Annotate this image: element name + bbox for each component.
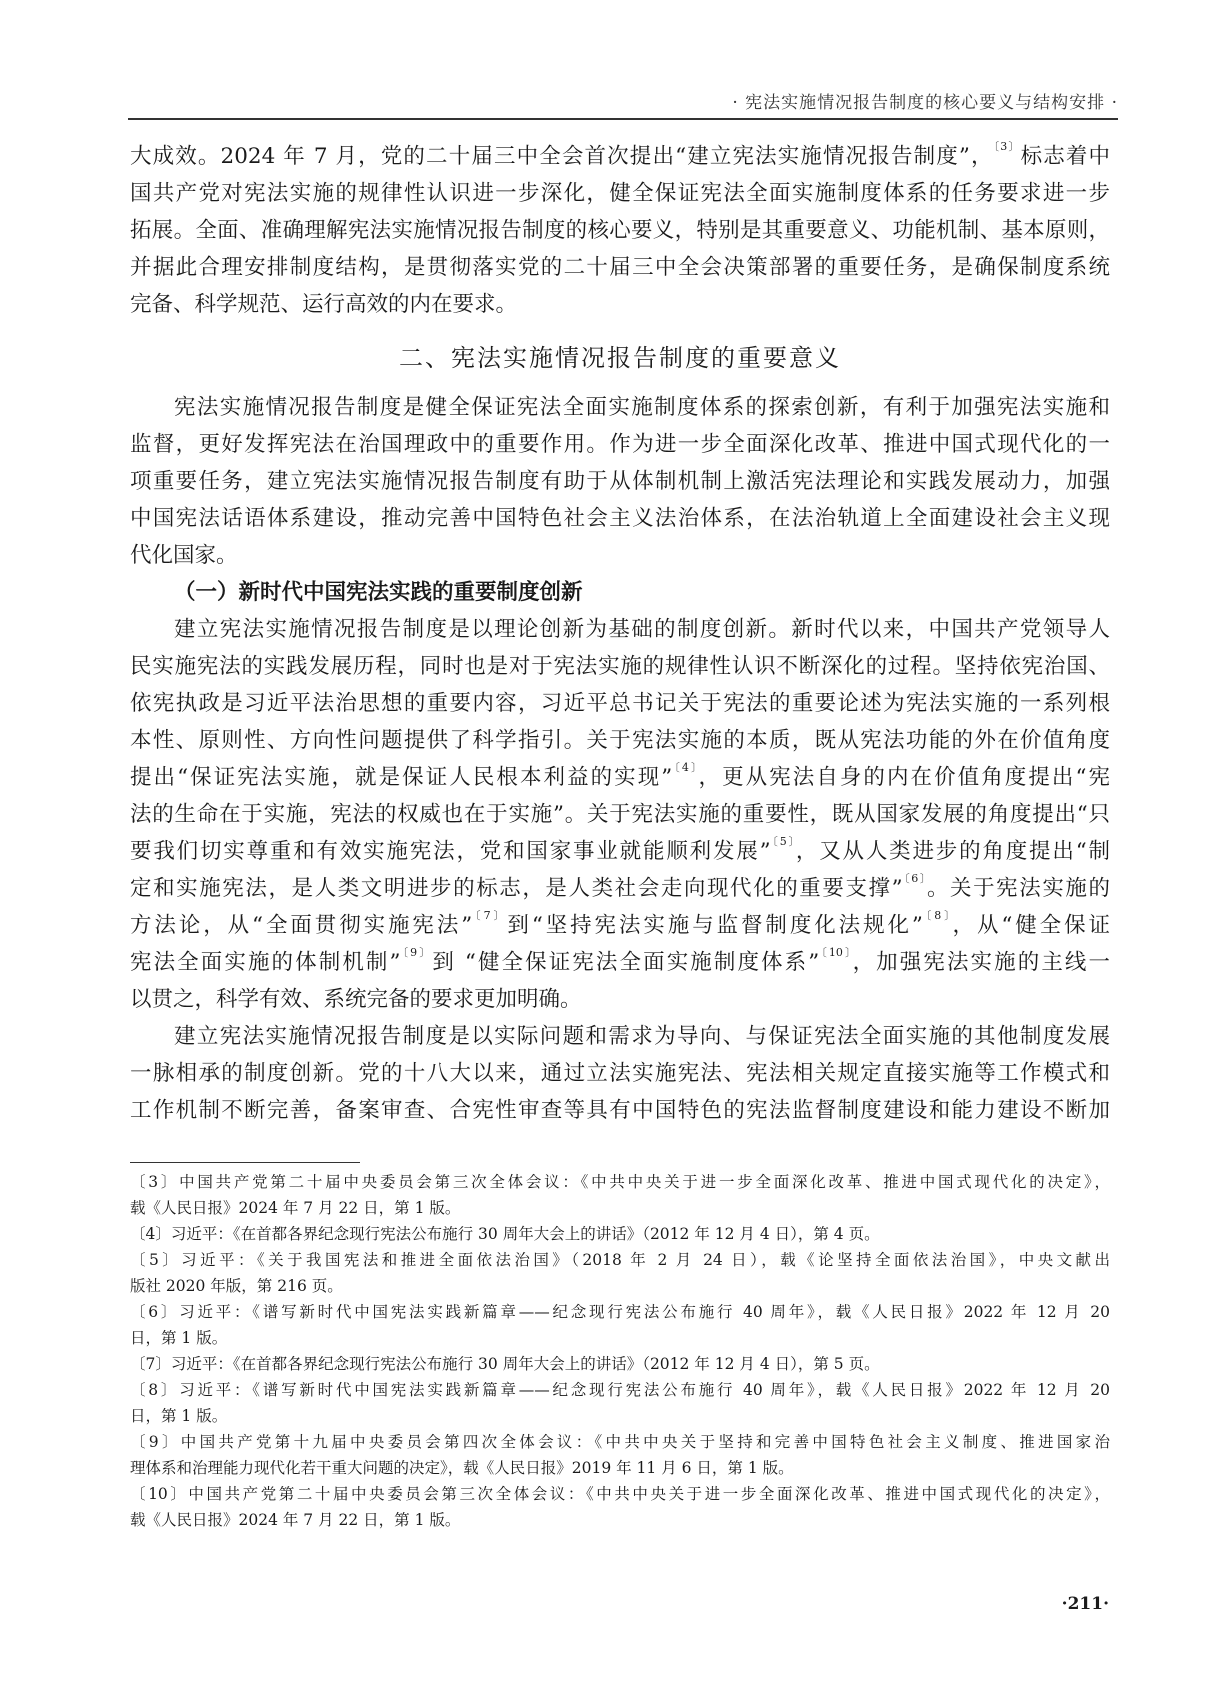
- text-line: [130, 138, 1110, 175]
- text-segment: 宪法全面实施的体制机制”: [130, 950, 401, 975]
- body-text: [130, 138, 1110, 1129]
- footnote-line: 〔10〕中国共产党第二十届中央委员会第三次全体会议：《中共中央关于进一步全面深化改革、推进中国式现代化的决定》，: [130, 1485, 1110, 1503]
- text-segment: ，又从人类进步的角度提出“制: [795, 839, 1111, 864]
- text-segment: ，加强宪法实施的主线一: [852, 950, 1110, 975]
- text-line: [130, 870, 1110, 907]
- paragraph: [130, 138, 1110, 323]
- text-segment: 国共产党对宪法实施的规律性认识进一步深化，健全保证宪法全面实施制度体系的任务要求进一步: [130, 181, 1110, 206]
- footnote-line: 版社 2020 年版，第 216 页。: [130, 1277, 343, 1295]
- footnote-line: 〔4〕习近平：《在首都各界纪念现行宪法公布施行 30 周年大会上的讲话》（2012 年 12 月 4 日），第 4 页。: [130, 1225, 880, 1243]
- text-line: [130, 796, 1110, 833]
- footnote: [130, 1351, 1110, 1377]
- paragraph: [130, 611, 1110, 1018]
- footnote-line: 日，第 1 版。: [130, 1329, 228, 1347]
- text-line: [130, 722, 1110, 759]
- footnote: [130, 1481, 1110, 1533]
- footnote-line: 〔9〕中国共产党第十九届中央委员会第四次全体会议：《中共中央关于坚持和完善中国特色社会主义制度、推进国家治: [130, 1433, 1110, 1451]
- text-segment: 大成效。2024 年 7 月，党的二十届三中全会首次提出“建立宪法实施情况报告制度”，: [130, 144, 994, 169]
- text-segment: 民实施宪法的实践发展历程，同时也是对于宪法实施的规律性认识不断深化的过程。坚持依宪治国、: [130, 654, 1110, 679]
- text-segment: 标志着中: [1020, 144, 1110, 169]
- footnotes: [130, 1169, 1110, 1533]
- text-line: [130, 944, 1110, 981]
- text-line: [130, 611, 1110, 648]
- footnote-rule: [130, 1162, 360, 1163]
- section-heading: 二、宪法实施情况报告制度的重要意义: [399, 344, 841, 372]
- footnote-line: 日，第 1 版。: [130, 1407, 228, 1425]
- text-line: [130, 1018, 1110, 1055]
- text-line: [130, 463, 1110, 500]
- footnote-line: 载《人民日报》2024 年 7 月 22 日，第 1 版。: [130, 1511, 461, 1529]
- paragraph: [130, 389, 1110, 574]
- footnote-reference: 〔7〕: [472, 909, 508, 922]
- text-segment: 项重要任务，建立宪法实施情况报告制度有助于从体制机制上激活宪法理论和实践发展动力，加强: [130, 469, 1110, 494]
- footnote: [130, 1247, 1110, 1299]
- text-segment: 。关于宪法实施的: [926, 876, 1110, 901]
- text-segment: 依宪执政是习近平法治思想的重要内容，习近平总书记关于宪法的重要论述为宪法实施的一系列根: [130, 691, 1110, 716]
- text-segment: 建立宪法实施情况报告制度是以理论创新为基础的制度创新。新时代以来，中国共产党领导人: [174, 617, 1110, 642]
- text-segment: 建立宪法实施情况报告制度是以实际问题和需求为导向、与保证宪法全面实施的其他制度发展: [174, 1024, 1110, 1049]
- footnote-reference: 〔9〕: [400, 946, 433, 959]
- footnote: [130, 1221, 1110, 1247]
- text-line: [130, 249, 1110, 286]
- page-number: ·211·: [1061, 1594, 1109, 1614]
- text-segment: 宪法实施情况报告制度是健全保证宪法全面实施制度体系的探索创新，有利于加强宪法实施和: [174, 395, 1110, 420]
- text-segment: 工作机制不断完善，备案审查、合宪性审查等具有中国特色的宪法监督制度建设和能力建设不断加: [130, 1098, 1110, 1123]
- text-line: [130, 1092, 1110, 1129]
- text-segment: 到 “健全保证宪法全面实施制度体系”: [432, 950, 820, 975]
- text-line: [130, 212, 1110, 249]
- footnote-line: 理体系和治理能力现代化若干重大问题的决定》，载《人民日报》2019 年 11 月 6 日，第 1 版。: [130, 1459, 794, 1477]
- paragraph: [130, 1018, 1110, 1129]
- text-segment: 提出“保证宪法实施，就是保证人民根本利益的实现”: [130, 765, 673, 790]
- text-line: [130, 286, 1110, 323]
- header-rule: [128, 118, 1118, 120]
- footnote: [130, 1429, 1110, 1481]
- footnote: [130, 1377, 1110, 1429]
- running-header: · 宪法实施情况报告制度的核心要义与结构安排 ·: [732, 93, 1118, 113]
- text-segment: 方法论，从“全面贯彻实施宪法”: [130, 913, 473, 938]
- footnote-line: 〔5〕习近平：《关于我国宪法和推进全面依法治国》（2018 年 2 月 24 日），载《论坚持全面依法治国》，中央文献出: [130, 1251, 1110, 1269]
- text-line: [130, 389, 1110, 426]
- text-segment: ，更从宪法自身的内在价值角度提出“宪: [698, 765, 1110, 790]
- text-segment: 代化国家。: [130, 543, 238, 568]
- text-segment: 以贯之，科学有效、系统完备的要求更加明确。: [130, 987, 582, 1012]
- text-line: [130, 759, 1110, 796]
- text-segment: 拓展。全面、准确理解宪法实施情况报告制度的核心要义，特别是其重要意义、功能机制、基本原则，: [130, 218, 1110, 243]
- footnote: [130, 1299, 1110, 1351]
- text-segment: 到“坚持宪法实施与监督制度化法规化”: [507, 913, 923, 938]
- footnote-reference: 〔6〕: [902, 872, 927, 885]
- footnote-line: 载《人民日报》2024 年 7 月 22 日，第 1 版。: [130, 1199, 461, 1217]
- text-segment: 并据此合理安排制度结构，是贯彻落实党的二十届三中全会决策部署的重要任务，是确保制度系统: [130, 255, 1110, 280]
- footnote-reference: 〔4〕: [672, 761, 699, 774]
- text-segment: 法的生命在于实施，宪法的权威也在于实施”。关于宪法实施的重要性，既从国家发展的角度提出“只: [130, 802, 1110, 827]
- text-segment: ，从“健全保证: [952, 913, 1111, 938]
- text-segment: 中国宪法话语体系建设，推动完善中国特色社会主义法治体系，在法治轨道上全面建设社会主义现: [130, 506, 1110, 531]
- text-line: [130, 648, 1110, 685]
- text-line: [130, 426, 1110, 463]
- footnote: [130, 1169, 1110, 1221]
- text-line: [130, 175, 1110, 212]
- text-line: [130, 833, 1110, 870]
- footnote-line: 〔6〕习近平：《谱写新时代中国宪法实践新篇章——纪念现行宪法公布施行 40 周年》，载《人民日报》2022 年 12 月 20: [130, 1303, 1110, 1321]
- footnote-reference: 〔10〕: [819, 946, 853, 959]
- text-segment: 监督，更好发挥宪法在治国理政中的重要作用。作为进一步全面深化改革、推进中国式现代化的一: [130, 432, 1110, 457]
- footnote-line: 〔8〕习近平：《谱写新时代中国宪法实践新篇章——纪念现行宪法公布施行 40 周年》，载《人民日报》2022 年 12 月 20: [130, 1381, 1110, 1399]
- text-line: [130, 981, 1110, 1018]
- text-segment: 定和实施宪法，是人类文明进步的标志，是人类社会走向现代化的重要支撑”: [130, 876, 903, 901]
- text-line: [130, 537, 1110, 574]
- text-line: [130, 907, 1110, 944]
- footnote-reference: 〔3〕: [993, 140, 1021, 153]
- footnote-reference: 〔8〕: [922, 909, 953, 922]
- text-segment: 要我们切实尊重和有效实施宪法，党和国家事业就能顺利发展”: [130, 839, 771, 864]
- text-segment: 完备、科学规范、运行高效的内在要求。: [130, 292, 518, 317]
- text-segment: 一脉相承的制度创新。党的十八大以来，通过立法实施宪法、宪法相关规定直接实施等工作模式和: [130, 1061, 1110, 1086]
- footnote-line: 〔7〕习近平：《在首都各界纪念现行宪法公布施行 30 周年大会上的讲话》（2012 年 12 月 4 日），第 5 页。: [130, 1355, 880, 1373]
- subsection-heading: （一）新时代中国宪法实践的重要制度创新: [174, 580, 583, 605]
- text-segment: 本性、原则性、方向性问题提供了科学指引。关于宪法实施的本质，既从宪法功能的外在价值角度: [130, 728, 1110, 753]
- text-line: [130, 500, 1110, 537]
- text-line: [130, 685, 1110, 722]
- footnote-line: 〔3〕中国共产党第二十届中央委员会第三次全体会议：《中共中央关于进一步全面深化改革、推进中国式现代化的决定》，: [130, 1173, 1110, 1191]
- footnote-reference: 〔5〕: [770, 835, 796, 848]
- text-line: [130, 1055, 1110, 1092]
